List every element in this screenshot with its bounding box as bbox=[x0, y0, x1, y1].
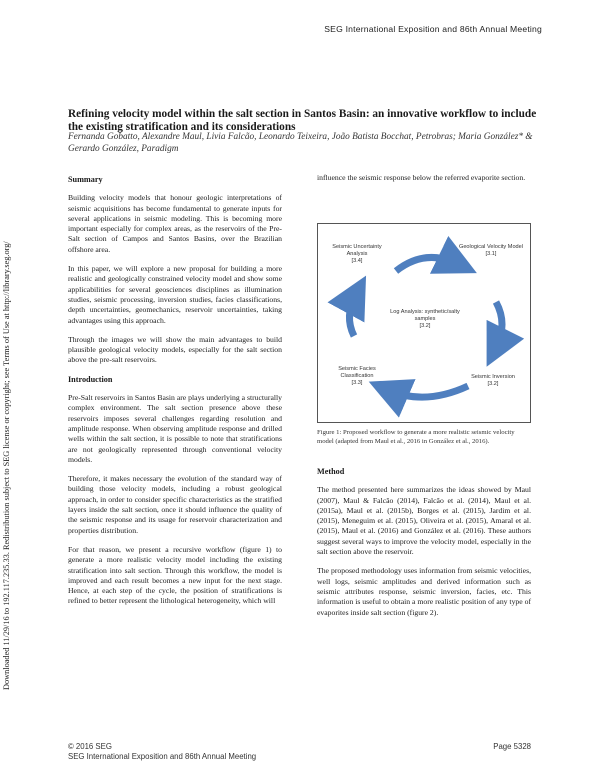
node-log-analysis bbox=[390, 309, 460, 330]
introduction-paragraph: Therefore, it makes necessary the evolution of the standard way of building those velocity models, including a robust geological approach, in order to consider specific characteristics as the stratified layers inside the salt section, once it should influence the quality of the seismic response and its usage for reservoir characterization and properties distribution. bbox=[68, 474, 282, 535]
cycle-arrow bbox=[396, 257, 458, 271]
introduction-paragraph: Pre-Salt reservoirs in Santos Basin are plays underlying a structurally complex environment. The salt section presence above these reservoirs imposes several challenges regarding resolution and amplitude response. When observing amplitude response and drilled wells within the salt section, it is possible to note that stratifications are not geologically represented through conventional velocity models. bbox=[68, 393, 282, 464]
author-list: Fernanda Gobatto, Alexandre Maul, Livia Falcão, Leonardo Teixeira, João Batista Bocchat, Petrobras; Maria González* & Gerardo González, Paradigm bbox=[68, 132, 533, 154]
right-column-continuation bbox=[317, 173, 531, 192]
continuation-paragraph: influence the seismic response below the referred evaporite section. bbox=[317, 173, 526, 182]
method-heading: Method bbox=[317, 467, 345, 476]
left-column bbox=[68, 175, 282, 616]
node-geological-velocity-model bbox=[456, 244, 526, 258]
node-label: Geological Velocity Model bbox=[458, 244, 524, 250]
node-ref: [3.2] bbox=[487, 381, 499, 387]
introduction-heading: Introduction bbox=[68, 374, 113, 384]
cycle-arrow bbox=[388, 386, 468, 397]
node-ref: [3.1] bbox=[485, 251, 497, 257]
node-label: Seismic Facies Classification bbox=[338, 366, 376, 379]
summary-paragraph: Building velocity models that honour geologic interpretations of seismic acquisitions has become fundamental to generate inputs for several applications in seismic modeling. This is becoming more important especially for complex areas, as the reservoirs of the Pre-Salt section of Campos and Santos Basins, over the Brazilian offshore area. bbox=[68, 193, 282, 254]
node-ref: [3.4] bbox=[351, 258, 363, 264]
node-label: Seismic Inversion bbox=[471, 374, 515, 380]
method-paragraph: The proposed methodology uses information from seismic velocities, well logs, seismic amplitudes and derived information such as seismic attributes response, seismic inversion, facies, etc. This information is useful to obtain a more realistic position of any type of evaporites inside salt section (figure 2). bbox=[317, 566, 531, 617]
introduction-paragraph: For that reason, we present a recursive workflow (figure 1) to generate a more realistic velocity model including the existing stratification into salt section. Through this workflow, the model is improved and each result becomes a new input for the next stage. Hence, at each step of the cycle, the position of stratifications is refined to better represent the lithological heterogeneity, which will bbox=[68, 544, 282, 606]
page-number: Page 5328 bbox=[493, 742, 531, 751]
running-head: SEG International Exposition and 86th Annual Meeting bbox=[324, 24, 542, 34]
download-notice: Downloaded 11/29/16 to 192.117.235.33. Redistribution subject to SEG license or copyright; see Terms of Use at http://library.seg.org/ bbox=[2, 241, 11, 690]
summary-paragraph: Through the images we will show the main advantages to build plausible geological velocity models, especially for the salt section above the pre-salt reservoirs. bbox=[68, 334, 282, 365]
node-ref: [3.3] bbox=[351, 380, 363, 386]
method-section bbox=[317, 467, 531, 627]
event-name: SEG International Exposition and 86th Annual Meeting bbox=[68, 751, 257, 761]
summary-heading: Summary bbox=[68, 175, 103, 184]
figure-1-caption: Figure 1: Proposed workflow to generate a more realistic seismic velocity model (adapted from Maul et al., 2016 in González et al., 2016). bbox=[317, 429, 515, 445]
node-ref: [3.2] bbox=[419, 323, 431, 329]
node-label: Log Analysis: synthetic/salty samples bbox=[390, 309, 460, 322]
cycle-arrow bbox=[349, 294, 356, 336]
summary-paragraph: In this paper, we will explore a new proposal for building a more realistic and geologically constrained velocity model and show some applicabilities for several geosciences disciplines as illumination studies, seismic processing, inversion studies, facies classifications, depth uncertainties, geomechanics, reservoir uncertainties, taking advantages using this approach. bbox=[68, 264, 282, 325]
node-label: Seismic Uncertainty Analysis bbox=[332, 244, 382, 257]
method-paragraph: The method presented here summarizes the ideas showed by Maul (2007), Maul & Falcão (2014), Falcão et al. (2014), Maul et al. (2015a), Maul et al. (2015b), Borges et al. (2015), Jardim et al. (2015), Meneguim et al. (2015), Oliveira et al. (2015), Amaral et al. (2015), Maul et al. (2016) and González et al. (2016). These authors suggest several ways to improve the velocity model, especially in the salt section above the reservoir. bbox=[317, 485, 531, 557]
node-seismic-facies bbox=[322, 366, 392, 387]
figure-1 bbox=[317, 223, 531, 423]
node-seismic-inversion bbox=[458, 374, 528, 388]
node-seismic-uncertainty bbox=[322, 244, 392, 265]
cycle-arrow bbox=[496, 302, 502, 348]
copyright-notice: © 2016 SEG bbox=[68, 742, 112, 751]
paper-title: Refining velocity model within the salt section in Santos Basin: an innovative workflow to include the existing stratification and its considerations bbox=[68, 108, 537, 133]
page-footer bbox=[68, 742, 256, 761]
